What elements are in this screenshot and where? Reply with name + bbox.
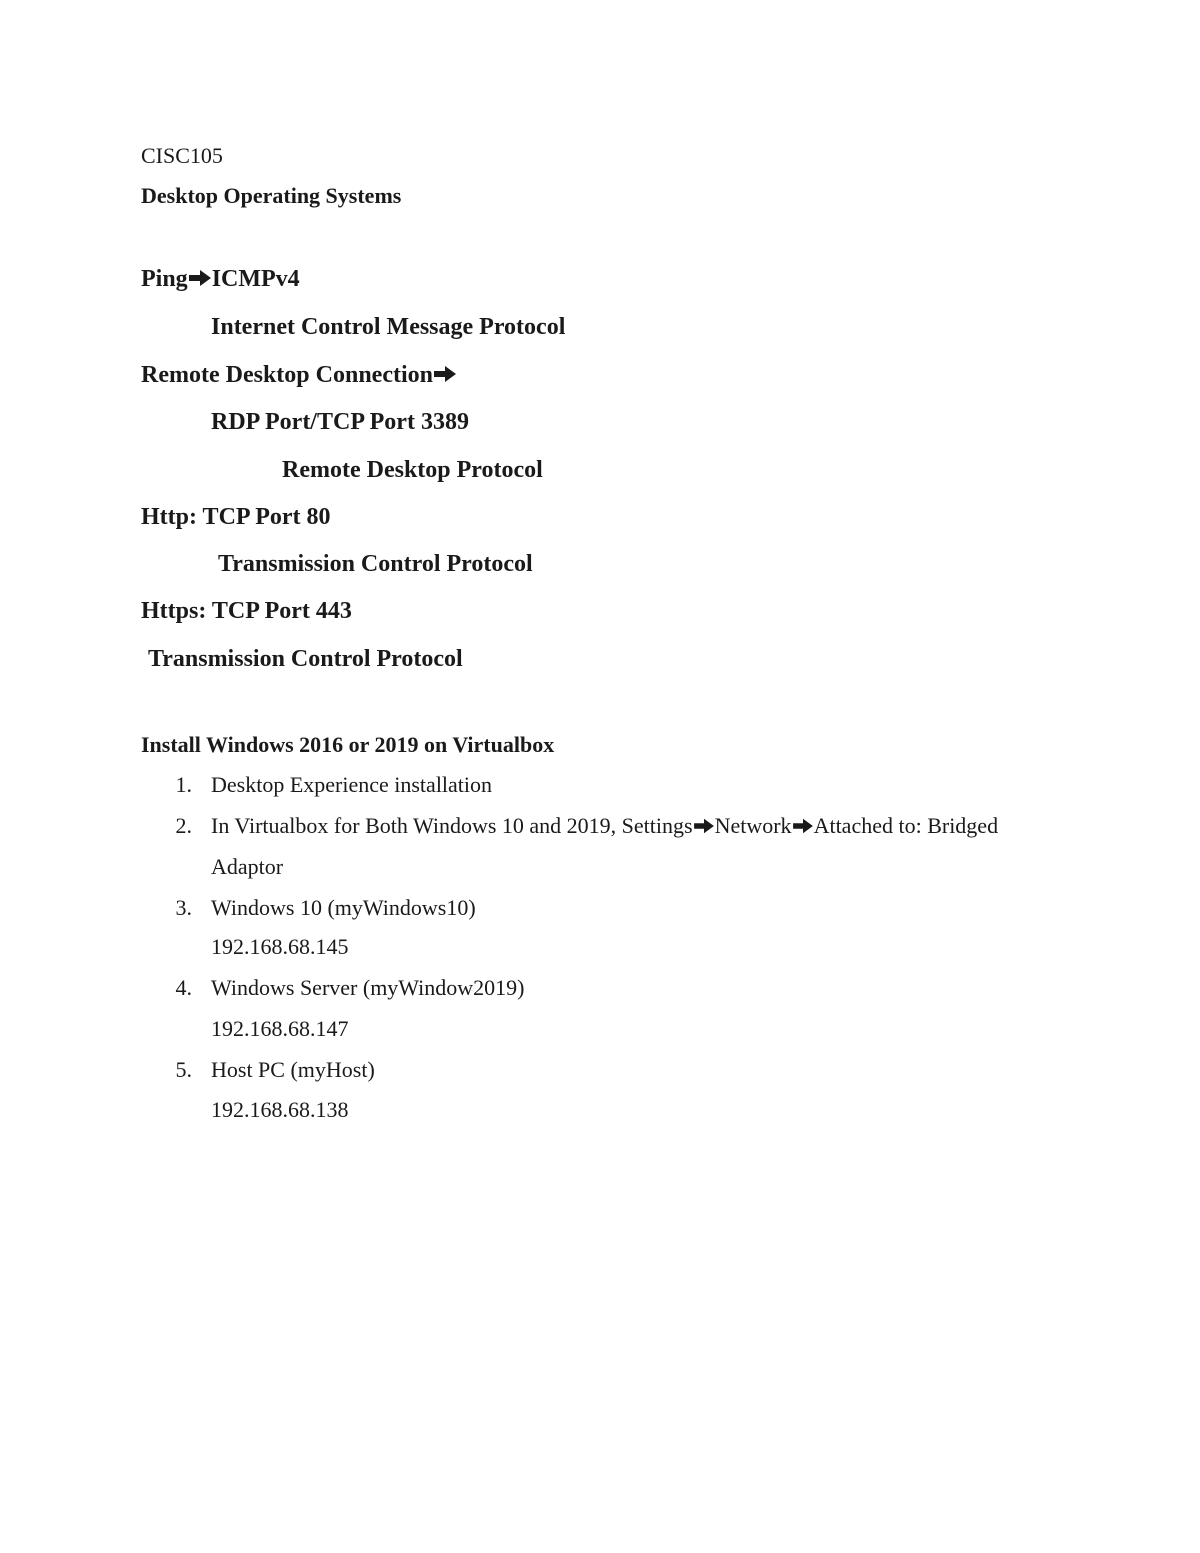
right-arrow-icon — [792, 813, 814, 839]
https-fullname: Transmission Control Protocol — [148, 646, 463, 672]
rdp-fullname: Remote Desktop Protocol — [282, 457, 543, 483]
ping-label: Ping — [141, 266, 188, 292]
ip-address: 192.168.68.145 — [211, 934, 349, 959]
https-port: Https: TCP Port 443 — [141, 598, 352, 624]
ping-value: ICMPv4 — [211, 266, 300, 292]
list-number: 2. — [175, 813, 192, 838]
rdc-line — [141, 362, 457, 389]
ip-address: 192.168.68.138 — [211, 1097, 349, 1122]
list-item-text: Network — [714, 813, 792, 838]
list-item-continuation: Adaptor — [211, 854, 284, 879]
http-port: Http: TCP Port 80 — [141, 504, 331, 530]
ping-line — [141, 266, 300, 293]
list-item — [211, 813, 998, 839]
list-number: 1. — [175, 772, 192, 797]
list-item: Windows Server (myWindow2019) — [211, 975, 525, 1000]
ip-address: 192.168.68.147 — [211, 1016, 349, 1041]
list-item-text: In Virtualbox for Both Windows 10 and 2019, Settings — [211, 813, 693, 838]
list-item: Host PC (myHost) — [211, 1057, 375, 1082]
list-number: 4. — [175, 975, 192, 1000]
document-title: Desktop Operating Systems — [141, 183, 402, 208]
course-code: CISC105 — [141, 143, 223, 168]
list-item: Windows 10 (myWindows10) — [211, 895, 476, 920]
install-heading: Install Windows 2016 or 2019 on Virtualbox — [141, 732, 555, 757]
list-number: 3. — [175, 895, 192, 920]
icmp-fullname: Internet Control Message Protocol — [211, 314, 566, 340]
right-arrow-icon — [693, 813, 715, 839]
right-arrow-icon — [188, 266, 212, 293]
rdc-label: Remote Desktop Connection — [141, 362, 433, 388]
list-number: 5. — [175, 1057, 192, 1082]
list-item: Desktop Experience installation — [211, 772, 493, 797]
rdp-port: RDP Port/TCP Port 3389 — [211, 409, 469, 435]
right-arrow-icon — [433, 362, 457, 389]
list-item-text: Attached to: Bridged — [813, 813, 999, 838]
http-fullname: Transmission Control Protocol — [218, 551, 533, 577]
